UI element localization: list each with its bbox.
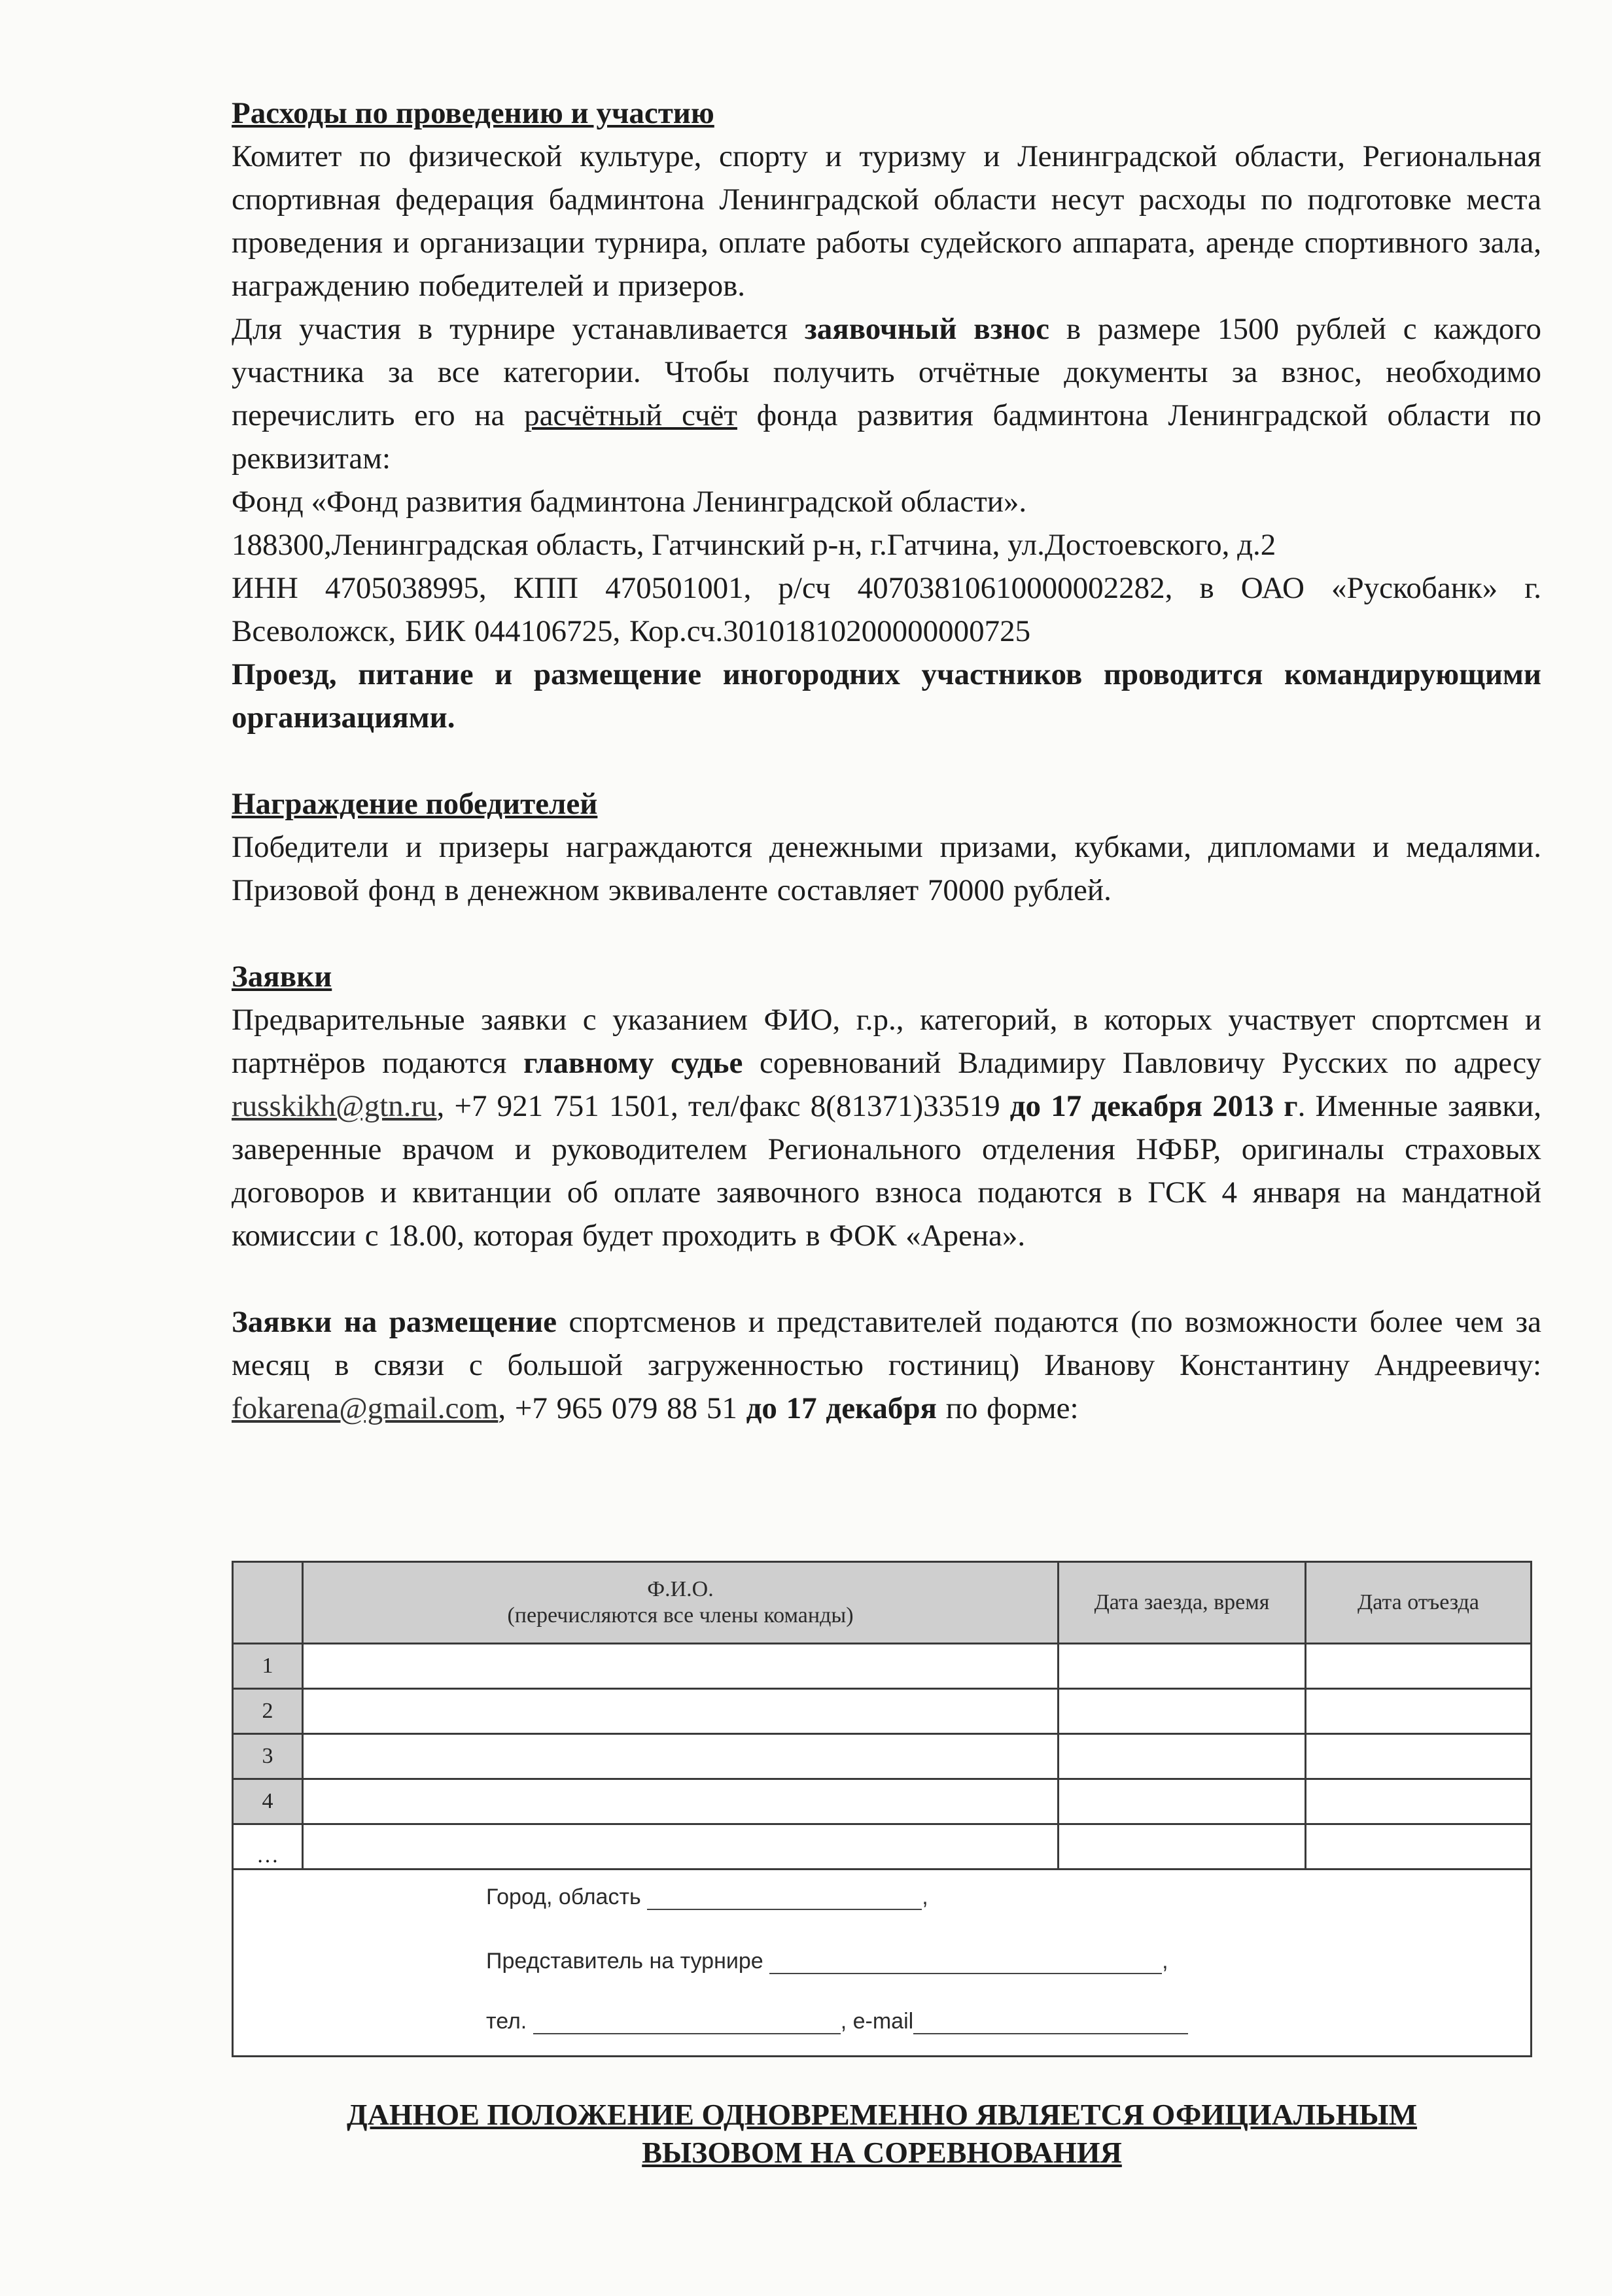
departure-cell[interactable] [1306,1779,1532,1824]
awards-paragraph: Победители и призеры награждаются денежными призами, кубками, дипломами и медалями. Призовой фонд в денежном эквиваленте составляет 70000 рублей. [232,830,1541,907]
table-row [233,1734,1532,1779]
city-field-row [486,1885,928,1910]
document-body [232,92,1541,1430]
arrival-cell[interactable] [1059,1824,1306,1870]
lodging-paragraph [232,1300,1541,1430]
lodging-deadline-bold: до 17 декабря [746,1391,937,1425]
table-row [233,1644,1532,1689]
arrival-cell[interactable] [1059,1689,1306,1734]
representative-blank-line[interactable] [769,1953,1162,1974]
entry-fee-text-c: в размере 1500 рублей с каждого участника за все категории. Чтобы получить отчётные документы за взнос, необходимо перечислить его на [232,312,1541,432]
spacer [232,912,1541,955]
fio-cell[interactable] [303,1779,1059,1824]
entry-fee-text-e: фонда развития бадминтона Ленинградской области по реквизитам: [232,398,1541,476]
expenses-paragraph: Комитет по физической культуре, спорту и туризму и Ленинградской области, Региональная спортивная федерация бадминтона Ленинградской области несут расходы по подготовке места проведения и организации турнира, оплате работы судейского аппарата, аренде спортивного зала, награждению победителей и призеров. [232,139,1541,303]
row-number: 3 [233,1734,303,1779]
header-fio [303,1562,1059,1644]
fio-cell[interactable] [303,1689,1059,1734]
lodging-email-link[interactable]: fokarena@gmail.com [232,1391,499,1425]
row-number: 2 [233,1689,303,1734]
header-departure: Дата отъезда [1306,1562,1532,1644]
header-number-cell [233,1562,303,1644]
fio-cell[interactable] [303,1734,1059,1779]
referee-email-link[interactable]: russkikh@gtn.ru [232,1089,437,1123]
city-blank-line[interactable] [647,1889,922,1910]
representative-label: Представитель на турнире [486,1949,763,1974]
travel-note-bold: Проезд, питание и размещение иногородних участников проводится командирующими организациями. [232,657,1541,735]
bank-requisites: ИНН 4705038995, КПП 470501001, р/сч 40703810610000002282, в ОАО «Рускобанк» г. Всеволожск, БИК 044106725, Кор.сч.30101810200000000725 [232,571,1541,648]
entries-text-1: Предварительные заявки с указанием ФИО, г.р., категорий, в которых участвует спортсмен и партнёров подаются [232,1003,1541,1080]
header-arrival: Дата заезда, время [1059,1562,1306,1644]
header-fio-title: Ф.И.О. [647,1577,714,1601]
fio-cell[interactable] [303,1644,1059,1689]
entries-text-4: , +7 921 751 1501, тел/факс 8(81371)33519 [436,1089,1010,1123]
official-invitation-notice [232,2096,1532,2172]
entry-fee-bold: заявочный взнос [804,312,1049,346]
departure-cell[interactable] [1306,1734,1532,1779]
spacer [232,739,1541,782]
section-title-awards: Награждение победителей [232,787,598,821]
lodging-bold: Заявки на размещение [232,1305,557,1339]
deadline-bold: до 17 декабря 2013 г [1009,1089,1298,1123]
representative-info-cell [233,1870,1532,2057]
representative-suffix: , [1162,1949,1168,1974]
lodging-text-3: по форме: [937,1391,1079,1425]
row-number: 1 [233,1644,303,1689]
email-blank-line[interactable] [913,2013,1188,2034]
city-label: Город, область [486,1885,641,1909]
city-suffix: , [922,1885,928,1909]
table-header-row [233,1562,1532,1644]
phone-label: тел. [486,2009,527,2034]
section-title-entries: Заявки [232,960,332,994]
email-label: , e-mail [840,2009,914,2034]
spacer [232,1257,1541,1300]
arrival-cell[interactable] [1059,1644,1306,1689]
row-number: 4 [233,1779,303,1824]
table-row [233,1779,1532,1824]
departure-cell[interactable] [1306,1644,1532,1689]
phone-blank-line[interactable] [533,2013,841,2034]
fund-name: Фонд «Фонд развития бадминтона Ленинградской области». [232,485,1027,519]
entries-text-6: . Именные заявки, заверенные врачом и руководителем Регионального отделения НФБР, оригиналы страховых договоров и квитанции об оплате заявочного взноса подаются в ГСК 4 января на мандатной комиссии с 18.00, которая будет проходить в ФОК «Арена». [232,1089,1541,1253]
entry-fee-paragraph [232,307,1541,480]
notice-line-2: ВЫЗОВОМ НА СОРЕВНОВАНИЯ [642,2136,1122,2169]
arrival-cell[interactable] [1059,1779,1306,1824]
section-title-expenses: Расходы по проведению и участию [232,96,714,130]
fio-cell[interactable] [303,1824,1059,1870]
entries-paragraph [232,998,1541,1257]
representative-field-row [486,1949,1168,1974]
fund-address: 188300,Ленинградская область, Гатчинский р-н, г.Гатчина, ул.Достоевского, д.2 [232,528,1276,562]
chief-referee-bold: главному судье [523,1046,743,1080]
row-number: … [233,1824,303,1870]
departure-cell[interactable] [1306,1824,1532,1870]
notice-line-1: ДАННОЕ ПОЛОЖЕНИЕ ОДНОВРЕМЕННО ЯВЛЯЕТСЯ ОФИЦИАЛЬНЫМ [347,2098,1417,2131]
bank-account-term: расчётный счёт [524,398,737,432]
arrival-cell[interactable] [1059,1734,1306,1779]
header-fio-note: (перечисляются все члены команды) [507,1603,854,1627]
accommodation-form-table [232,1561,1532,2057]
lodging-text-1: спортсменов и представителей подаются (по возможности более чем за месяц в связи с большой загруженностью гостиниц) Иванову Константину Андреевичу: [232,1305,1541,1382]
lodging-text-2: , +7 965 079 88 51 [498,1391,746,1425]
entry-fee-text-a: Для участия в турнире устанавливается [232,312,805,346]
travel-note [232,653,1541,739]
contact-field-row [486,2009,1188,2034]
table-row [233,1824,1532,1870]
entries-text-3: соревнований Владимиру Павловичу Русских по адресу [743,1046,1541,1080]
table-row [233,1689,1532,1734]
departure-cell[interactable] [1306,1689,1532,1734]
table-footer-row [233,1870,1532,2057]
